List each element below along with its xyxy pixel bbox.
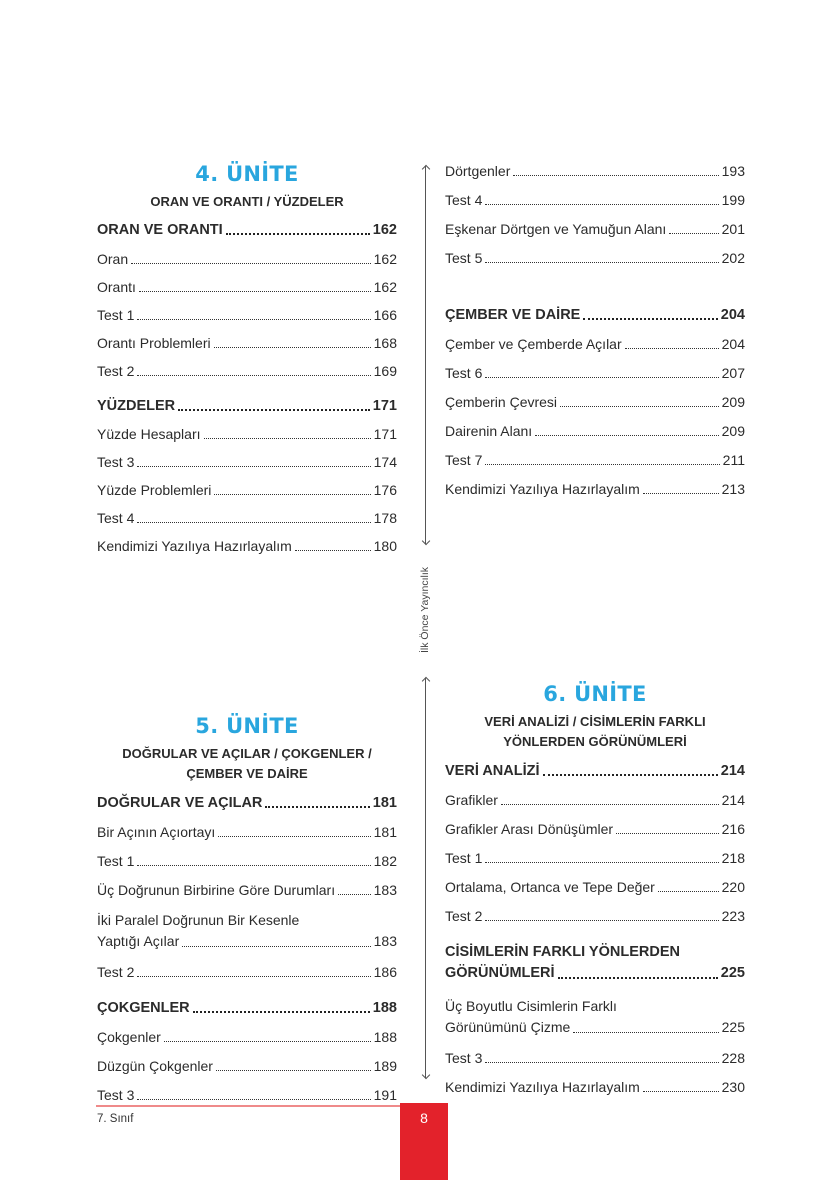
- footer-rule: [96, 1105, 400, 1107]
- unit-5-title: 5. ÜNİTE: [195, 714, 299, 738]
- toc-entry[interactable]: Çember ve Çemberde Açılar 204: [445, 336, 745, 352]
- publisher-vertical-text: İlk Önce Yayıncılık: [419, 567, 431, 653]
- toc-entry[interactable]: Test 7 211: [445, 452, 745, 468]
- toc-entry[interactable]: ORAN VE ORANTI 162: [97, 222, 397, 238]
- bottom-divider-line: [425, 678, 426, 1078]
- unit-4-section: [97, 162, 397, 212]
- toc-entry[interactable]: Test 4 178: [97, 510, 397, 526]
- toc-entry[interactable]: Test 4 199: [445, 192, 745, 208]
- unit-5-section: [97, 714, 397, 784]
- toc-entry[interactable]: Bir Açının Açıortayı 181: [97, 824, 397, 840]
- toc-entry[interactable]: Test 3 191: [97, 1087, 397, 1103]
- unit-4-toc: [97, 221, 397, 555]
- footer-grade-label: 7. Sınıf: [97, 1113, 134, 1125]
- toc-entry[interactable]: Kendimizi Yazılıya Hazırlayalım 180: [97, 538, 397, 554]
- toc-entry[interactable]: YÜZDELER 171: [97, 398, 397, 414]
- unit-5-subtitle: DOĞRULAR VE AÇILAR / ÇOKGENLER / ÇEMBER VE DAİRE: [122, 746, 372, 781]
- toc-entry[interactable]: Ortalama, Ortanca ve Tepe Değer 220: [445, 879, 745, 895]
- toc-entry[interactable]: Test 1 166: [97, 307, 397, 323]
- toc-entry[interactable]: Test 2 186: [97, 964, 397, 980]
- unit-5-toc: [97, 794, 397, 1104]
- top-divider-line: [425, 166, 426, 544]
- toc-entry[interactable]: Çokgenler 188: [97, 1029, 397, 1045]
- unit-4-title: 4. ÜNİTE: [195, 162, 299, 186]
- toc-entry[interactable]: DOĞRULAR VE AÇILAR 181: [97, 795, 397, 811]
- toc-entry[interactable]: Test 3 228: [445, 1050, 745, 1066]
- toc-entry[interactable]: Eşkenar Dörtgen ve Yamuğun Alanı 201: [445, 221, 745, 237]
- toc-entry[interactable]: İki Paralel Doğrunun Bir Kesenle Yaptığı Açılar 183: [97, 912, 397, 949]
- unit-6-toc: [445, 762, 745, 1096]
- toc-entry[interactable]: Dörtgenler 193: [445, 163, 745, 179]
- toc-entry[interactable]: Test 2 169: [97, 363, 397, 379]
- toc-entry[interactable]: ÇEMBER VE DAİRE 204: [445, 307, 745, 323]
- toc-entry[interactable]: Grafikler 214: [445, 792, 745, 808]
- unit-4-continued-toc: [445, 162, 745, 498]
- toc-entry[interactable]: Yüzde Problemleri 176: [97, 482, 397, 498]
- toc-entry[interactable]: Test 3 174: [97, 454, 397, 470]
- toc-entry[interactable]: Üç Boyutlu Cisimlerin Farklı Görünümünü Çizme 225: [445, 998, 745, 1035]
- toc-entry[interactable]: Orantı 162: [97, 279, 397, 295]
- toc-entry[interactable]: Test 1 182: [97, 853, 397, 869]
- page-number: 8: [420, 1110, 428, 1126]
- unit-6-subtitle: VERİ ANALİZİ / CİSİMLERİN FARKLI YÖNLERDEN GÖRÜNÜMLERİ: [484, 714, 706, 749]
- toc-entry[interactable]: Test 5 202: [445, 250, 745, 266]
- toc-entry[interactable]: Kendimizi Yazılıya Hazırlayalım 213: [445, 481, 745, 497]
- toc-entry[interactable]: Test 6 207: [445, 365, 745, 381]
- toc-entry[interactable]: Üç Doğrunun Birbirine Göre Durumları 183: [97, 882, 397, 898]
- toc-entry[interactable]: VERİ ANALİZİ 214: [445, 763, 745, 779]
- unit-6-title: 6. ÜNİTE: [543, 682, 647, 706]
- toc-entry[interactable]: Test 2 223: [445, 908, 745, 924]
- toc-entry[interactable]: ÇOKGENLER 188: [97, 1000, 397, 1016]
- toc-entry[interactable]: Dairenin Alanı 209: [445, 423, 745, 439]
- toc-entry[interactable]: Çemberin Çevresi 209: [445, 394, 745, 410]
- toc-entry[interactable]: Düzgün Çokgenler 189: [97, 1058, 397, 1074]
- unit-6-section: [445, 682, 745, 752]
- toc-entry[interactable]: Grafikler Arası Dönüşümler 216: [445, 821, 745, 837]
- toc-entry[interactable]: CİSİMLERİN FARKLI YÖNLERDEN GÖRÜNÜMLERİ 225: [445, 944, 745, 981]
- unit-4-subtitle: ORAN VE ORANTI / YÜZDELER: [150, 194, 344, 209]
- toc-entry[interactable]: Kendimizi Yazılıya Hazırlayalım 230: [445, 1079, 745, 1095]
- toc-entry[interactable]: Test 1 218: [445, 850, 745, 866]
- page-number-box: [400, 1103, 448, 1180]
- toc-entry[interactable]: Orantı Problemleri 168: [97, 335, 397, 351]
- toc-entry[interactable]: Oran 162: [97, 251, 397, 267]
- toc-entry[interactable]: Yüzde Hesapları 171: [97, 426, 397, 442]
